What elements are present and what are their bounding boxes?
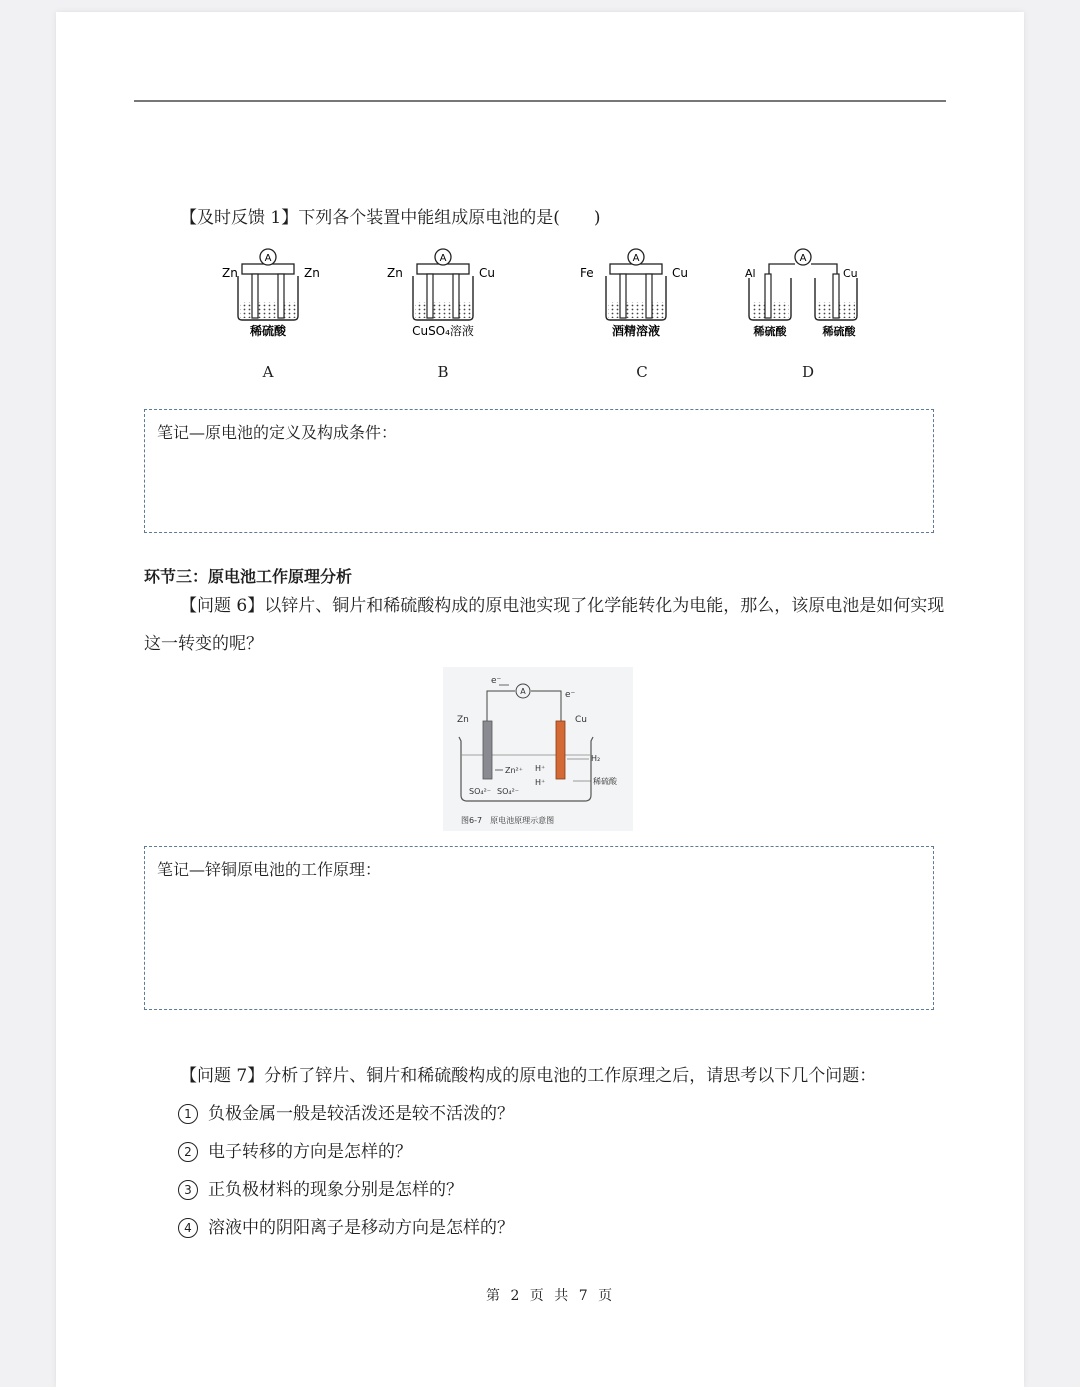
question6-line1 (180, 596, 944, 616)
question6-label: 【问题 6】 (180, 596, 265, 616)
question6-text1: 以锌片、铜片和稀硫酸构成的原电池实现了化学能转化为电能，那么，该原电池是如何实现 (264, 596, 945, 616)
fig-sulfate-1: SO₄²⁻ (469, 787, 492, 796)
option-b-label: B (437, 363, 449, 381)
sub-question-1-number: 1 (178, 1104, 198, 1124)
cell-b-right: Cu (479, 266, 495, 280)
sub-question-1-text: 负极金属一般是较活泼还是较不活泼的？ (208, 1104, 514, 1124)
cell-c-left: Fe (580, 266, 594, 280)
cell-b-solution: CuSO₄溶液 (412, 324, 474, 338)
option-d-label: D (801, 363, 815, 381)
fig-h-ion-1: H⁺ (535, 764, 546, 773)
cell-b-left: Zn (387, 266, 403, 280)
ammeter-d: A (799, 253, 807, 264)
fig-h-ion-2: H⁺ (535, 778, 546, 787)
section3-title: 环节三：原电池工作原理分析 (144, 567, 353, 586)
question7-label: 【问题 7】 (180, 1066, 265, 1086)
feedback1-label: 【及时反馈 1】 (180, 208, 299, 228)
fig-caption: 图6-7 原电池原理示意图 (461, 816, 555, 825)
sub-question-2-text: 电子转移的方向是怎样的？ (208, 1142, 412, 1162)
fig-zn-ion: Zn²⁺ (505, 766, 523, 775)
cell-d-diagram (745, 249, 858, 338)
sub-question-2-number: 2 (178, 1142, 198, 1162)
apparatus-svg (200, 244, 880, 344)
option-a-label: A (262, 363, 274, 381)
sub-question-1 (178, 1104, 514, 1124)
fig-h2-label: H₂ (591, 754, 601, 763)
galvanic-cell-svg (443, 667, 633, 831)
cell-d-solution-right: 稀硫酸 (822, 325, 856, 338)
sub-question-2 (178, 1142, 412, 1162)
question7 (180, 1066, 876, 1086)
ammeter-b: A (439, 253, 447, 264)
sub-question-3 (178, 1180, 463, 1200)
fig-cu-label: Cu (575, 715, 587, 725)
cell-d-left: Al (745, 267, 756, 280)
sub-question-4 (178, 1218, 514, 1238)
header-rule (134, 100, 946, 102)
fig-electron-right: e⁻ (565, 690, 576, 700)
fig-zn-label: Zn (457, 715, 469, 725)
note-box-definition[interactable] (144, 409, 934, 533)
sub-question-4-text: 溶液中的阴阳离子是移动方向是怎样的？ (208, 1218, 514, 1238)
note-box-principle-label: 笔记—锌铜原电池的工作原理： (157, 860, 382, 879)
cell-a-right: Zn (304, 266, 320, 280)
cell-b-diagram (387, 249, 495, 338)
option-c-label: C (636, 363, 648, 381)
sub-question-3-text: 正负极材料的现象分别是怎样的？ (208, 1180, 463, 1200)
cell-d-right: Cu (843, 267, 858, 280)
cell-c-diagram (580, 249, 688, 338)
question6-line2: 这一转变的呢？ (144, 634, 263, 654)
feedback1-question (180, 208, 601, 228)
ammeter-c: A (632, 253, 640, 264)
apparatus-diagrams (200, 244, 880, 344)
page-footer: 第 2 页 共 7 页 (486, 1288, 616, 1304)
fig-electron-left: e⁻ (491, 676, 502, 686)
question7-text: 分析了锌片、铜片和稀硫酸构成的原电池的工作原理之后，请思考以下几个问题： (264, 1066, 877, 1086)
cell-c-right: Cu (672, 266, 688, 280)
fig-sulfate-2: SO₄²⁻ (497, 787, 520, 796)
feedback1-text: 下列各个装置中能组成原电池的是( ) (298, 208, 601, 228)
cell-a-diagram (222, 249, 320, 338)
fig-ammeter: A (520, 687, 526, 696)
fig-acid-label: 稀硫酸 (593, 777, 617, 786)
galvanic-cell-figure (443, 667, 633, 831)
cell-a-solution: 稀硫酸 (249, 324, 287, 338)
note-box-principle[interactable] (144, 846, 934, 1010)
cell-a-left: Zn (222, 266, 238, 280)
cell-c-solution: 酒精溶液 (611, 324, 661, 338)
sub-question-4-number: 4 (178, 1218, 198, 1238)
ammeter-a: A (264, 253, 272, 264)
note-box-definition-label: 笔记—原电池的定义及构成条件： (157, 423, 398, 442)
sub-question-3-number: 3 (178, 1180, 198, 1200)
cell-d-solution-left: 稀硫酸 (753, 325, 787, 338)
